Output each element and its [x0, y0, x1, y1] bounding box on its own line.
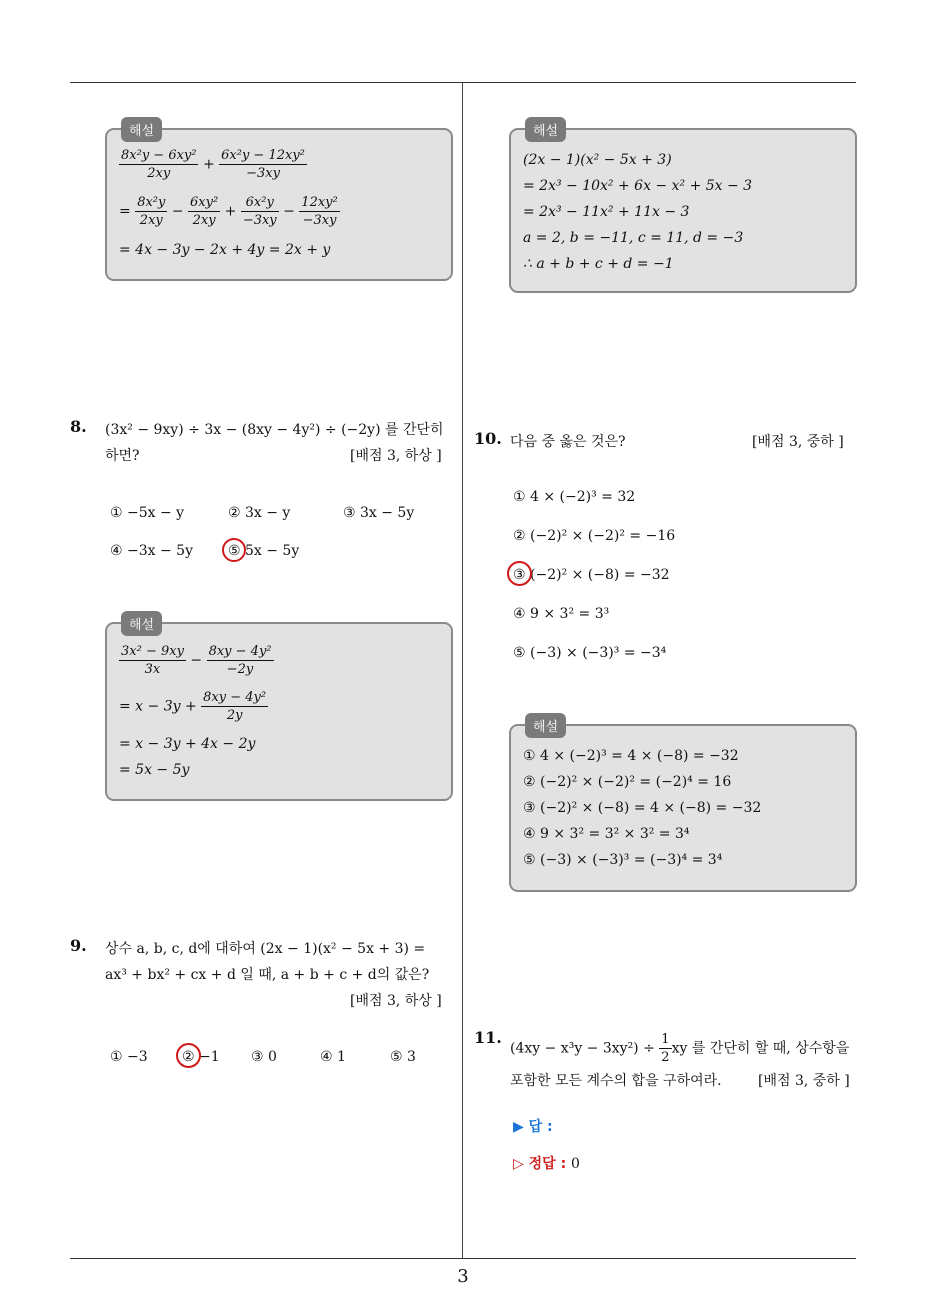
sol8-line2: = x − 3y + $\frac{\text{8xy − 4y²}}{2y}$: [119, 690, 267, 723]
solution-box-8: [105, 618, 453, 801]
q8-choice-3[interactable]: ③ 3x − 5y: [343, 505, 415, 521]
sol8-line4: = 5x − 5y: [119, 762, 190, 778]
sol10-line5: ⑤ (−3) × (−3)³ = (−3)⁴ = 3⁴: [523, 852, 723, 868]
q8-choice-5[interactable]: ⑤ 5x − 5y: [228, 543, 300, 559]
question-10-points: [배점 3, 중하 ]: [752, 434, 844, 450]
solution-tag: 해설: [121, 611, 162, 636]
page-number: 3: [457, 1266, 469, 1287]
sol8-line3: = x − 3y + 4x − 2y: [119, 736, 256, 752]
sol10-line1: ① 4 × (−2)³ = 4 × (−8) = −32: [523, 748, 739, 764]
q10-choice-1[interactable]: ① 4 × (−2)³ = 32: [513, 489, 636, 505]
question-8-text-2: 하면?: [105, 448, 140, 464]
q9-choice-5[interactable]: ⑤ 3: [390, 1049, 416, 1065]
q9-choice-3[interactable]: ③ 0: [251, 1049, 277, 1065]
solution-tag: 해설: [525, 117, 566, 142]
q9-choice-4[interactable]: ④ 1: [320, 1049, 346, 1065]
question-9-text: 상수 a, b, c, d에 대하여 (2x − 1)(x² − 5x + 3) =: [105, 941, 426, 957]
q8-choice-2[interactable]: ② 3x − y: [228, 505, 291, 521]
solution-box-10: [509, 720, 857, 892]
solution-tag: 해설: [525, 713, 566, 738]
sol7-line1: $\frac{\text{8x²y − 6xy²}}{2xy}$ + $\frac{\text{6x²y − 12xy²}}{-3xy}$: [121, 148, 305, 181]
correct-answer: ▷ 정답 : 0: [513, 1156, 580, 1172]
question-11-number: 11.: [474, 1028, 502, 1047]
question-9-points: [배점 3, 하상 ]: [350, 993, 442, 1009]
question-10-number: 10.: [474, 429, 502, 448]
question-8-points: [배점 3, 하상 ]: [350, 448, 442, 464]
solution-box-7: [105, 124, 453, 281]
answer-mark-circle: [176, 1043, 201, 1068]
solution-box-9: [509, 124, 857, 293]
question-11-points: [배점 3, 중하 ]: [758, 1073, 850, 1089]
q10-choice-2[interactable]: ② (−2)² × (−2)² = −16: [513, 528, 676, 544]
answer-label: ▶ 답 :: [513, 1119, 553, 1135]
sol9-line4: a = 2, b = −11, c = 11, d = −3: [523, 230, 744, 246]
sol10-line2: ② (−2)² × (−2)² = (−2)⁴ = 16: [523, 774, 732, 790]
question-11-text: (4xy − x³y − 3xy²) ÷ $\frac{1}{2}$ xy 를 간단히 할 때, 상수항을: [510, 1032, 850, 1065]
question-9-number: 9.: [70, 936, 87, 955]
q10-choice-5[interactable]: ⑤ (−3) × (−3)³ = −3⁴: [513, 645, 667, 661]
question-10-text: 다음 중 옳은 것은?: [510, 434, 626, 450]
sol7-line3: = 4x − 3y − 2x + 4y = 2x + y: [119, 242, 331, 258]
question-8-text: (3x² − 9xy) ÷ 3x − (8xy − 4y²) ÷ (−2y) 를 간단히: [105, 422, 444, 438]
question-11-text-2: 포함한 모든 계수의 합을 구하여라.: [510, 1073, 722, 1089]
q9-choice-1[interactable]: ① −3: [110, 1049, 148, 1065]
correct-answer-value: 0: [571, 1156, 580, 1172]
question-8-number: 8.: [70, 417, 87, 436]
q8-choice-1[interactable]: ① −5x − y: [110, 505, 185, 521]
q9-choice-2[interactable]: ② −1: [182, 1049, 220, 1065]
answer-mark-circle: [507, 561, 532, 586]
question-9-text-2: ax³ + bx² + cx + d 일 때, a + b + c + d의 값은?: [105, 967, 430, 983]
half-fraction: $\frac{1}{2}$: [661, 1032, 670, 1065]
sol7-line2: = $\frac{\text{8x²y}}{2xy}$ − $\frac{\text{6xy²}}{2xy}$ + $\frac{\text{6x²y}}{-3xy}$ − $\frac{\text{12xy²}}{-3xy}$: [119, 195, 338, 228]
sol9-line5: ∴ a + b + c + d = −1: [523, 256, 674, 272]
bottom-rule: [70, 1258, 856, 1259]
column-divider: [462, 83, 463, 1258]
solution-tag: 해설: [121, 117, 162, 142]
sol10-line3: ③ (−2)² × (−8) = 4 × (−8) = −32: [523, 800, 762, 816]
sol8-line1: $\frac{\text{3x² − 9xy}}{3x}$ − $\frac{\text{8xy − 4y²}}{-2y}$: [121, 644, 272, 677]
q8-choice-4[interactable]: ④ −3x − 5y: [110, 543, 193, 559]
q10-choice-4[interactable]: ④ 9 × 3² = 3³: [513, 606, 610, 622]
q10-choice-3[interactable]: ③ (−2)² × (−8) = −32: [513, 567, 670, 583]
sol9-line3: = 2x³ − 11x² + 11x − 3: [523, 204, 690, 220]
answer-mark-circle: [222, 538, 246, 562]
sol9-line1: (2x − 1)(x² − 5x + 3): [523, 152, 672, 168]
sol9-line2: = 2x³ − 10x² + 6x − x² + 5x − 3: [523, 178, 753, 194]
sol10-line4: ④ 9 × 3² = 3² × 3² = 3⁴: [523, 826, 690, 842]
top-rule: [70, 82, 856, 83]
